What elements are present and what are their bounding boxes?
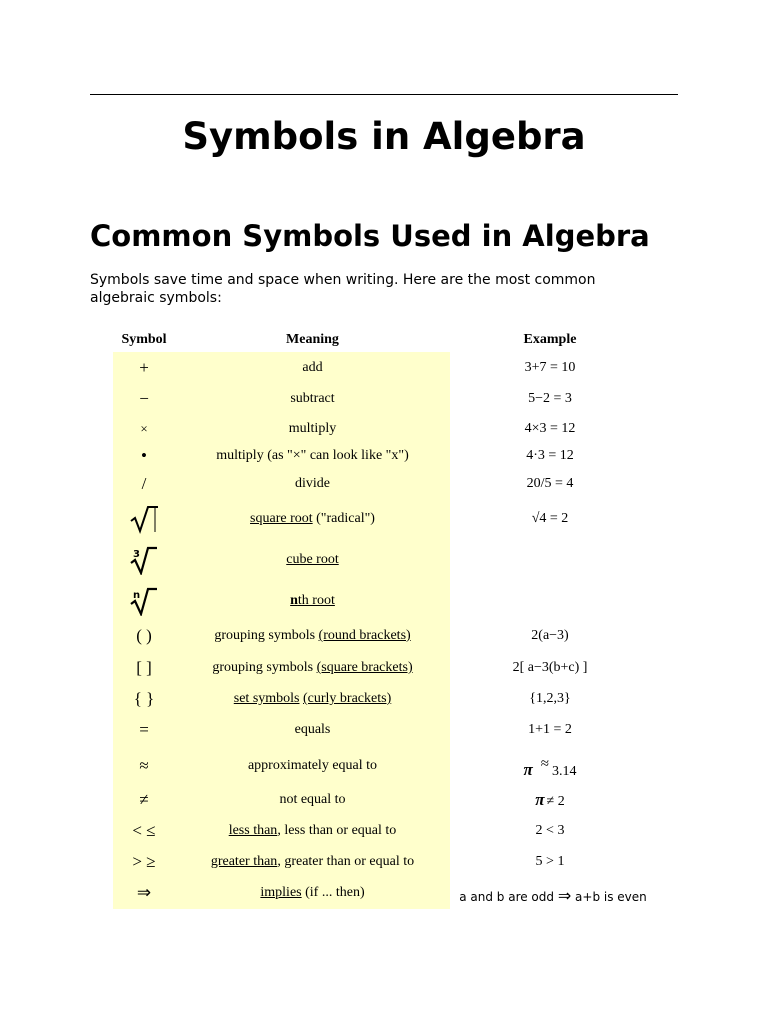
meaning-suffix: , less than or equal to <box>277 823 397 838</box>
example-cell: 2[ a−3(b+c) ] <box>512 660 588 675</box>
table-row <box>113 817 673 845</box>
meaning-cell <box>175 654 450 682</box>
header-example: Example <box>523 332 577 347</box>
less-than-link[interactable]: less than <box>228 823 278 838</box>
table-row <box>113 685 673 713</box>
example-prefix: a and b are odd <box>459 889 558 904</box>
meaning-cell: divide <box>295 476 330 491</box>
table-row <box>113 622 673 650</box>
table-row <box>113 583 673 619</box>
table-row <box>113 355 673 381</box>
svg-text:n: n <box>133 590 141 601</box>
meaning-cell: not equal to <box>279 792 346 807</box>
table-row <box>113 716 673 744</box>
page-title: Symbols in Algebra <box>182 115 586 158</box>
example-cell: 1+1 = 2 <box>528 722 572 737</box>
example-cell <box>450 542 650 578</box>
curly-brackets-link[interactable]: (curly brackets) <box>303 691 392 706</box>
meaning-cell: equals <box>294 722 331 737</box>
meaning-cell: add <box>302 360 323 375</box>
implies-operator: ⇒ <box>557 885 572 905</box>
cube-root-link[interactable]: cube root <box>286 552 339 567</box>
greater-than-link[interactable]: greater than <box>210 854 278 869</box>
table-row <box>113 848 673 876</box>
meaning-suffix: (if ... then) <box>301 885 365 900</box>
meaning-cell: multiply <box>288 421 337 436</box>
round-brackets-link[interactable]: (round brackets) <box>318 628 411 643</box>
header-symbol: Symbol <box>121 332 167 347</box>
meaning-cell: multiply (as "×" can look like "x") <box>216 448 409 463</box>
meaning-suffix: , greater than or equal to <box>277 854 415 869</box>
example-cell: 2(a−3) <box>531 628 569 643</box>
svg-text:3: 3 <box>133 549 140 560</box>
meaning-cell <box>175 817 450 845</box>
implies-symbol: ⇒ <box>136 883 152 902</box>
meaning-cell <box>175 542 450 578</box>
table-row <box>113 417 673 441</box>
example-cell: 20/5 = 4 <box>526 476 574 491</box>
dot-symbol: • <box>141 446 147 465</box>
table-row <box>113 748 673 784</box>
example-cell: 4×3 = 12 <box>524 421 576 436</box>
n-letter: n <box>290 593 298 608</box>
implies-link[interactable]: implies <box>260 885 302 900</box>
header-meaning: Meaning <box>286 332 339 347</box>
top-rule <box>90 94 678 95</box>
greater-than-symbol: > ≥ <box>132 852 156 871</box>
slash-symbol: / <box>141 474 147 493</box>
curly-brackets-symbol: { } <box>133 689 155 708</box>
equals-symbol: = <box>139 720 149 739</box>
example-cell: 4·3 = 12 <box>526 448 574 463</box>
table-row <box>113 654 673 682</box>
nth-root-icon <box>113 583 175 619</box>
meaning-prefix: grouping symbols <box>214 628 319 643</box>
set-symbols-link[interactable]: set symbols <box>233 691 300 706</box>
not-equal-symbol: ≠ <box>139 790 149 809</box>
round-brackets-symbol: ( ) <box>136 626 152 645</box>
cube-root-icon <box>113 542 175 578</box>
approx-operator: ≈ <box>540 756 549 772</box>
table-row <box>113 542 673 578</box>
meaning-cell <box>175 879 450 907</box>
square-root-link[interactable]: square root <box>250 511 313 526</box>
meaning-cell <box>175 848 450 876</box>
example-value: 3.14 <box>552 764 577 779</box>
section-heading: Common Symbols Used in Algebra <box>90 219 650 253</box>
example-cell: 3+7 = 10 <box>524 360 576 375</box>
example-cell: {1,2,3} <box>529 691 571 706</box>
example-cell <box>450 748 650 784</box>
less-than-symbol: < ≤ <box>132 821 156 840</box>
meaning-cell <box>175 583 450 619</box>
square-root-icon <box>113 500 175 538</box>
example-cell <box>450 786 650 814</box>
meaning-cell <box>175 685 450 713</box>
meaning-prefix: grouping symbols <box>212 660 317 675</box>
square-brackets-link[interactable]: (square brackets) <box>316 660 413 675</box>
example-suffix: a+b is even <box>571 889 647 904</box>
table-row <box>113 472 673 496</box>
table-row <box>113 444 673 468</box>
nth-root-text: th root <box>297 593 335 608</box>
table-row <box>113 500 673 538</box>
plus-symbol: + <box>139 358 149 377</box>
minus-symbol: − <box>139 389 149 408</box>
nth-root-link[interactable] <box>290 593 335 609</box>
approx-symbol: ≈ <box>139 756 149 775</box>
example-value: ≠ 2 <box>546 794 565 809</box>
example-cell: 5 > 1 <box>535 854 565 869</box>
meaning-suffix: ("radical") <box>312 511 375 526</box>
example-cell: 5−2 = 3 <box>528 391 572 406</box>
table-row <box>113 786 673 814</box>
table-row <box>113 386 673 412</box>
meaning-cell: approximately equal to <box>247 758 378 773</box>
table-row <box>113 879 673 907</box>
pi-symbol: π <box>535 790 545 809</box>
intro-paragraph: Symbols save time and space when writing. Here are the most common algebraic symbols: <box>90 272 596 306</box>
meaning-cell <box>175 622 450 650</box>
example-cell <box>450 583 650 619</box>
meaning-cell: subtract <box>290 391 335 406</box>
example-cell <box>453 879 653 907</box>
meaning-cell <box>175 500 450 538</box>
pi-symbol: π <box>523 760 533 779</box>
square-brackets-symbol: [ ] <box>136 658 152 677</box>
example-cell: 2 < 3 <box>535 823 565 838</box>
example-cell: √4 = 2 <box>531 511 569 526</box>
times-symbol: × <box>140 421 148 436</box>
